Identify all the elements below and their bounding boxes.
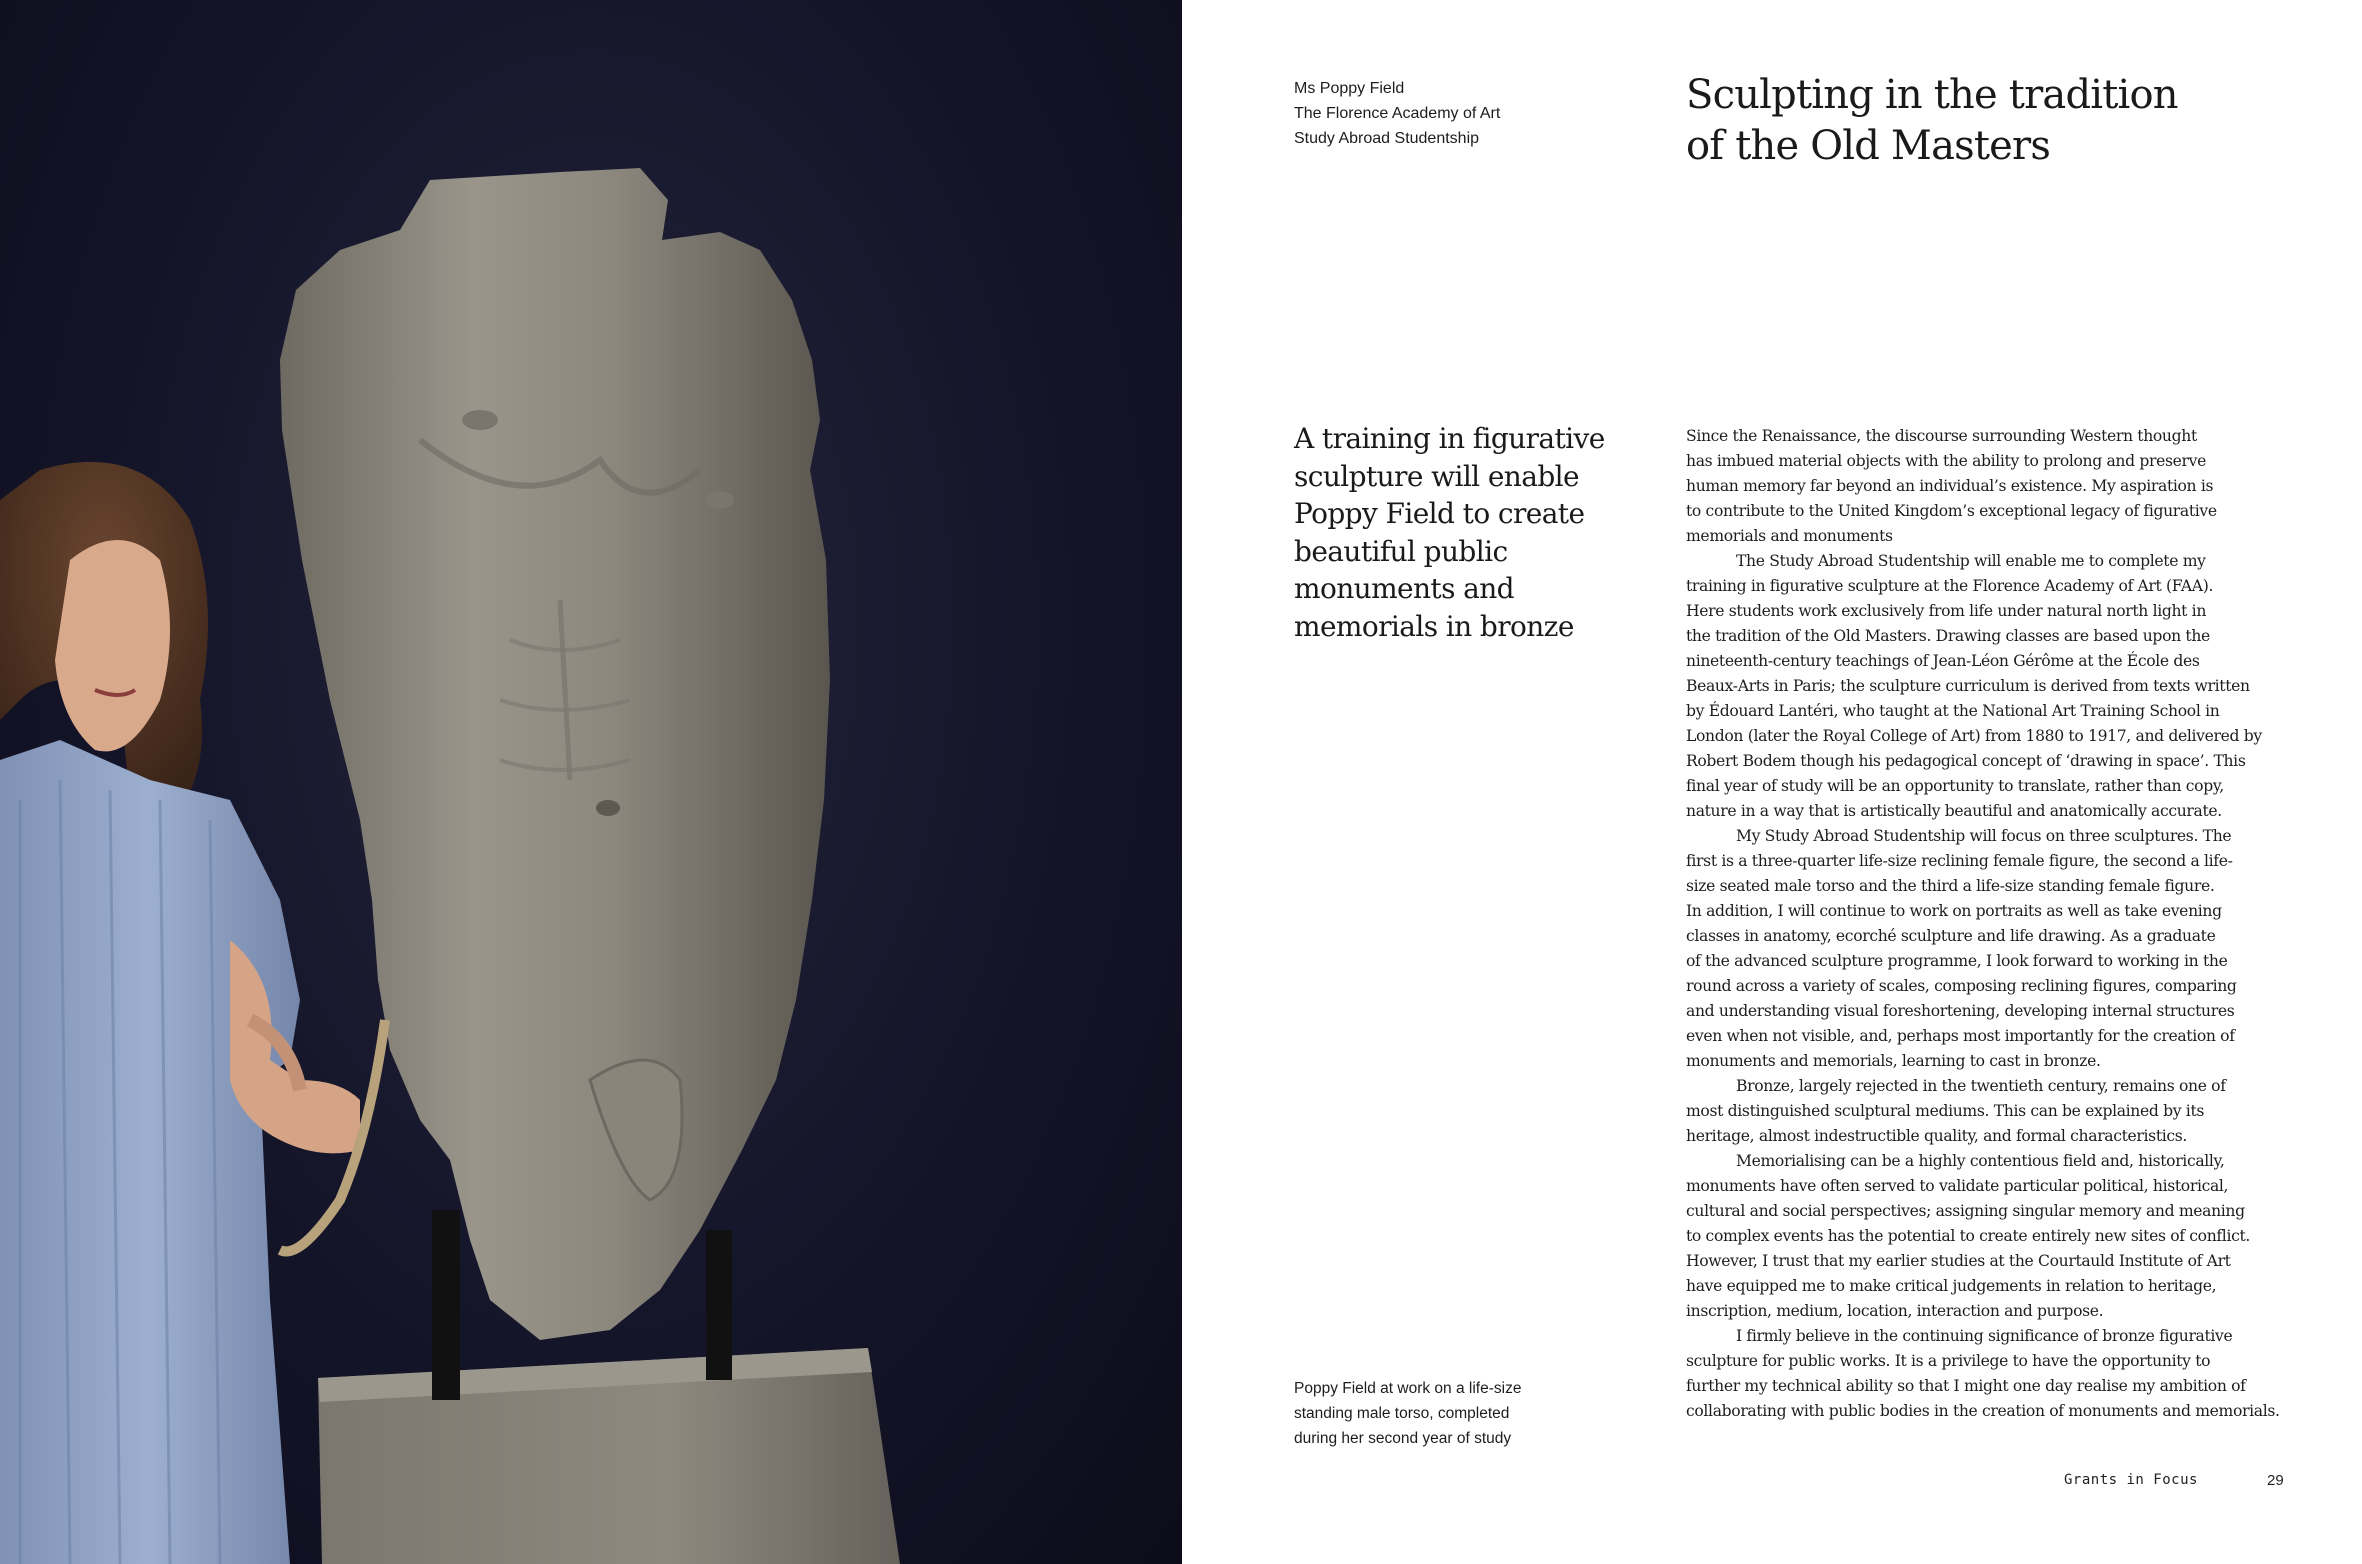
body-line: monuments have often served to validate particular political, historical, xyxy=(1686,1177,2229,1195)
body-paragraph xyxy=(1686,1324,2326,1424)
author-meta xyxy=(1294,76,1594,151)
body-line: nineteenth-century teachings of Jean-Léon Gérôme at the École des xyxy=(1686,652,2200,670)
pull-quote xyxy=(1294,420,1634,645)
photo-caption xyxy=(1294,1376,1624,1451)
body-line: training in figurative sculpture at the Florence Academy of Art (FAA). xyxy=(1686,577,2214,595)
title-line: of the Old Masters xyxy=(1686,123,2051,169)
body-line: Robert Bodem though his pedagogical concept of ‘drawing in space’. This xyxy=(1686,752,2246,770)
grant-type: Study Abroad Studentship xyxy=(1294,130,1480,147)
body-line: to complex events has the potential to create entirely new sites of conflict. xyxy=(1686,1227,2250,1245)
body-line: collaborating with public bodies in the creation of monuments and memorials. xyxy=(1686,1402,2280,1420)
body-line: even when not visible, and, perhaps most importantly for the creation of xyxy=(1686,1027,2235,1045)
body-line: classes in anatomy, ecorché sculpture and life drawing. As a graduate xyxy=(1686,927,2216,945)
body-line: the tradition of the Old Masters. Drawing classes are based upon the xyxy=(1686,627,2210,645)
caption-line: during her second year of study xyxy=(1294,1430,1512,1447)
body-line: Since the Renaissance, the discourse surrounding Western thought xyxy=(1686,427,2197,445)
institution: The Florence Academy of Art xyxy=(1294,105,1501,122)
body-line: heritage, almost indestructible quality, and formal characteristics. xyxy=(1686,1127,2188,1145)
body-line: In addition, I will continue to work on portraits as well as take evening xyxy=(1686,902,2222,920)
body-line: cultural and social perspectives; assigning singular memory and meaning xyxy=(1686,1202,2245,1220)
body-line: Beaux-Arts in Paris; the sculpture curriculum is derived from texts written xyxy=(1686,677,2250,695)
author-name: Ms Poppy Field xyxy=(1294,80,1405,97)
body-line: most distinguished sculptural mediums. This can be explained by its xyxy=(1686,1102,2205,1120)
body-line: has imbued material objects with the ability to prolong and preserve xyxy=(1686,452,2206,470)
article-title xyxy=(1686,70,2246,172)
body-text xyxy=(1686,424,2326,1424)
body-line: size seated male torso and the third a life-size standing female figure. xyxy=(1686,877,2215,895)
pull-quote-line: beautiful public xyxy=(1294,534,1508,568)
body-paragraph xyxy=(1686,1149,2326,1324)
body-line: human memory far beyond an individual’s existence. My aspiration is xyxy=(1686,477,2214,495)
body-line: first is a three-quarter life-size reclining female figure, the second a life- xyxy=(1686,852,2233,870)
body-line: sculpture for public works. It is a privilege to have the opportunity to xyxy=(1686,1352,2211,1370)
pull-quote-line: Poppy Field to create xyxy=(1294,497,1585,530)
body-line: to contribute to the United Kingdom’s exceptional legacy of figurative xyxy=(1686,502,2217,520)
body-paragraph xyxy=(1686,1074,2326,1149)
body-line: round across a variety of scales, composing reclining figures, comparing xyxy=(1686,977,2237,995)
body-line: monuments and memorials, learning to cast in bronze. xyxy=(1686,1052,2101,1070)
page-number: 29 xyxy=(2267,1472,2284,1489)
title-line: Sculpting in the tradition xyxy=(1686,72,2178,118)
body-line: have equipped me to make critical judgements in relation to heritage, xyxy=(1686,1277,2217,1295)
body-paragraph xyxy=(1686,824,2326,1074)
clay-torso xyxy=(280,168,830,1340)
body-line: nature in a way that is artistically beautiful and anatomically accurate. xyxy=(1686,802,2222,820)
body-line: and understanding visual foreshortening, developing internal structures xyxy=(1686,1002,2235,1020)
body-line: Bronze, largely rejected in the twentieth century, remains one of xyxy=(1736,1077,2226,1095)
body-line: Here students work exclusively from life under natural north light in xyxy=(1686,602,2207,620)
text-page xyxy=(1182,0,2362,1564)
body-line: The Study Abroad Studentship will enable me to complete my xyxy=(1736,552,2206,570)
body-line: Memorialising can be a highly contentious field and, historically, xyxy=(1736,1152,2225,1170)
dress xyxy=(0,740,300,1564)
body-line: memorials and monuments xyxy=(1686,527,1893,545)
pull-quote-line: A training in figurative xyxy=(1294,422,1605,455)
caption-line: standing male torso, completed xyxy=(1294,1405,1510,1422)
body-line: However, I trust that my earlier studies at the Courtauld Institute of Art xyxy=(1686,1252,2231,1270)
body-line: by Édouard Lantéri, who taught at the National Art Training School in xyxy=(1686,702,2220,720)
body-line: final year of study will be an opportunity to translate, rather than copy, xyxy=(1686,777,2224,795)
body-paragraph xyxy=(1686,549,2326,824)
body-paragraph xyxy=(1686,424,2326,549)
body-line: inscription, medium, location, interaction and purpose. xyxy=(1686,1302,2104,1320)
pull-quote-line: monuments and xyxy=(1294,572,1515,605)
body-line: further my technical ability so that I might one day realise my ambition of xyxy=(1686,1377,2246,1395)
pull-quote-line: memorials in bronze xyxy=(1294,609,1574,643)
caption-line: Poppy Field at work on a life-size xyxy=(1294,1380,1522,1397)
body-line: London (later the Royal College of Art) from 1880 to 1917, and delivered by xyxy=(1686,727,2262,745)
body-line: My Study Abroad Studentship will focus on three sculptures. The xyxy=(1736,827,2232,845)
body-line: I firmly believe in the continuing significance of bronze figurative xyxy=(1736,1327,2233,1345)
body-line: of the advanced sculpture programme, I look forward to working in the xyxy=(1686,952,2228,970)
running-footer: Grants in Focus xyxy=(2064,1472,2198,1488)
pull-quote-line: sculpture will enable xyxy=(1294,459,1579,493)
